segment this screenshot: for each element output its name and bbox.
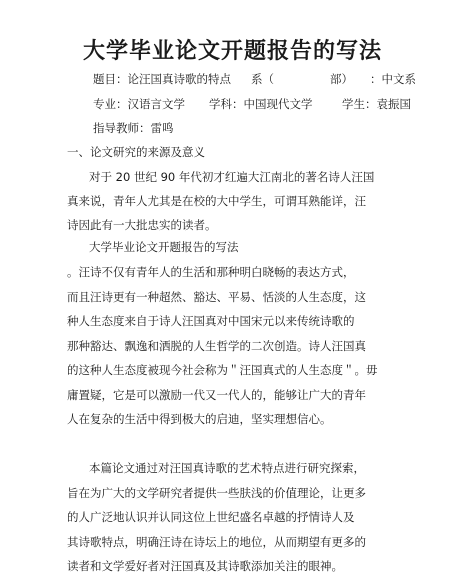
paragraph-line: 的人广泛地认识并认同这位上世纪盛名卓越的抒情诗人及 (67, 510, 355, 524)
paragraph-line: 本篇论文通过对汪国真诗歌的艺术特点进行研究探索， (89, 461, 365, 475)
paragraph-line: 对于 20 世纪 90 年代初才红遍大江南北的著名诗人汪国 (89, 170, 375, 184)
section-heading: 一、论文研究的来源及意义 (67, 145, 205, 159)
paragraph-line: 。汪诗不仅有青年人的生活和那种明白晓畅的表达方式， (67, 265, 355, 279)
paragraph-line: 的这种人生态度被现今社会称为＂汪国真式的人生态度＂。毋 (67, 363, 378, 377)
paragraph-line: 人在复杂的生活中得到极大的启迪，坚实理想信心。 (67, 412, 332, 426)
advisor-field: 指导教师：雷鸣 (93, 121, 174, 135)
subject-field: 学科：中国现代文学 (209, 97, 313, 111)
topic-field: 题目：论汪国真诗歌的特点 (93, 72, 231, 86)
subheading: 大学毕业论文开题报告的写法 (89, 240, 239, 254)
paragraph-line: 真来说，青年人尤其是在校的大中学生，可谓耳熟能详，汪 (67, 194, 366, 208)
paragraph-3 (67, 461, 366, 584)
paragraph-2 (67, 265, 378, 437)
dept-label-close: 部） (330, 72, 353, 86)
paragraph-line: 庸置疑，它是可以激励一代又一代人的，能够让广大的青年 (67, 387, 366, 402)
paragraph-line: 读者和文学爱好者对汪国真及其诗歌添加关注的眼神。 (67, 559, 343, 573)
paragraph-line: 诗因此有一大批忠实的读者。 (67, 218, 217, 232)
paragraph-line: 旨在为广大的文学研究者提供一些肤浅的价值理论，让更多 (67, 485, 366, 500)
paragraph-line: 其诗歌特点，明确汪诗在诗坛上的地位，从而期望有更多的 (67, 534, 366, 549)
paragraph-line: 种人生态度来自于诗人汪国真对中国宋元以来传统诗歌的 (67, 314, 355, 328)
dept-label: 系（ (251, 72, 274, 86)
major-field: 专业：汉语言文学 (93, 97, 185, 111)
paragraph-line: 那种豁达、飘逸和洒脱的人生哲学的二次创造。诗人汪国真 (67, 338, 366, 353)
paragraph-line: 而且汪诗更有一种超然、豁达、平易、恬淡的人生态度，这 (67, 289, 366, 304)
student-field: 学生：袁振国 (342, 97, 411, 111)
dept-value: ：中文系 (370, 72, 416, 86)
paragraph-1 (67, 170, 374, 242)
document-title: 大学毕业论文开题报告的写法 (82, 39, 382, 64)
